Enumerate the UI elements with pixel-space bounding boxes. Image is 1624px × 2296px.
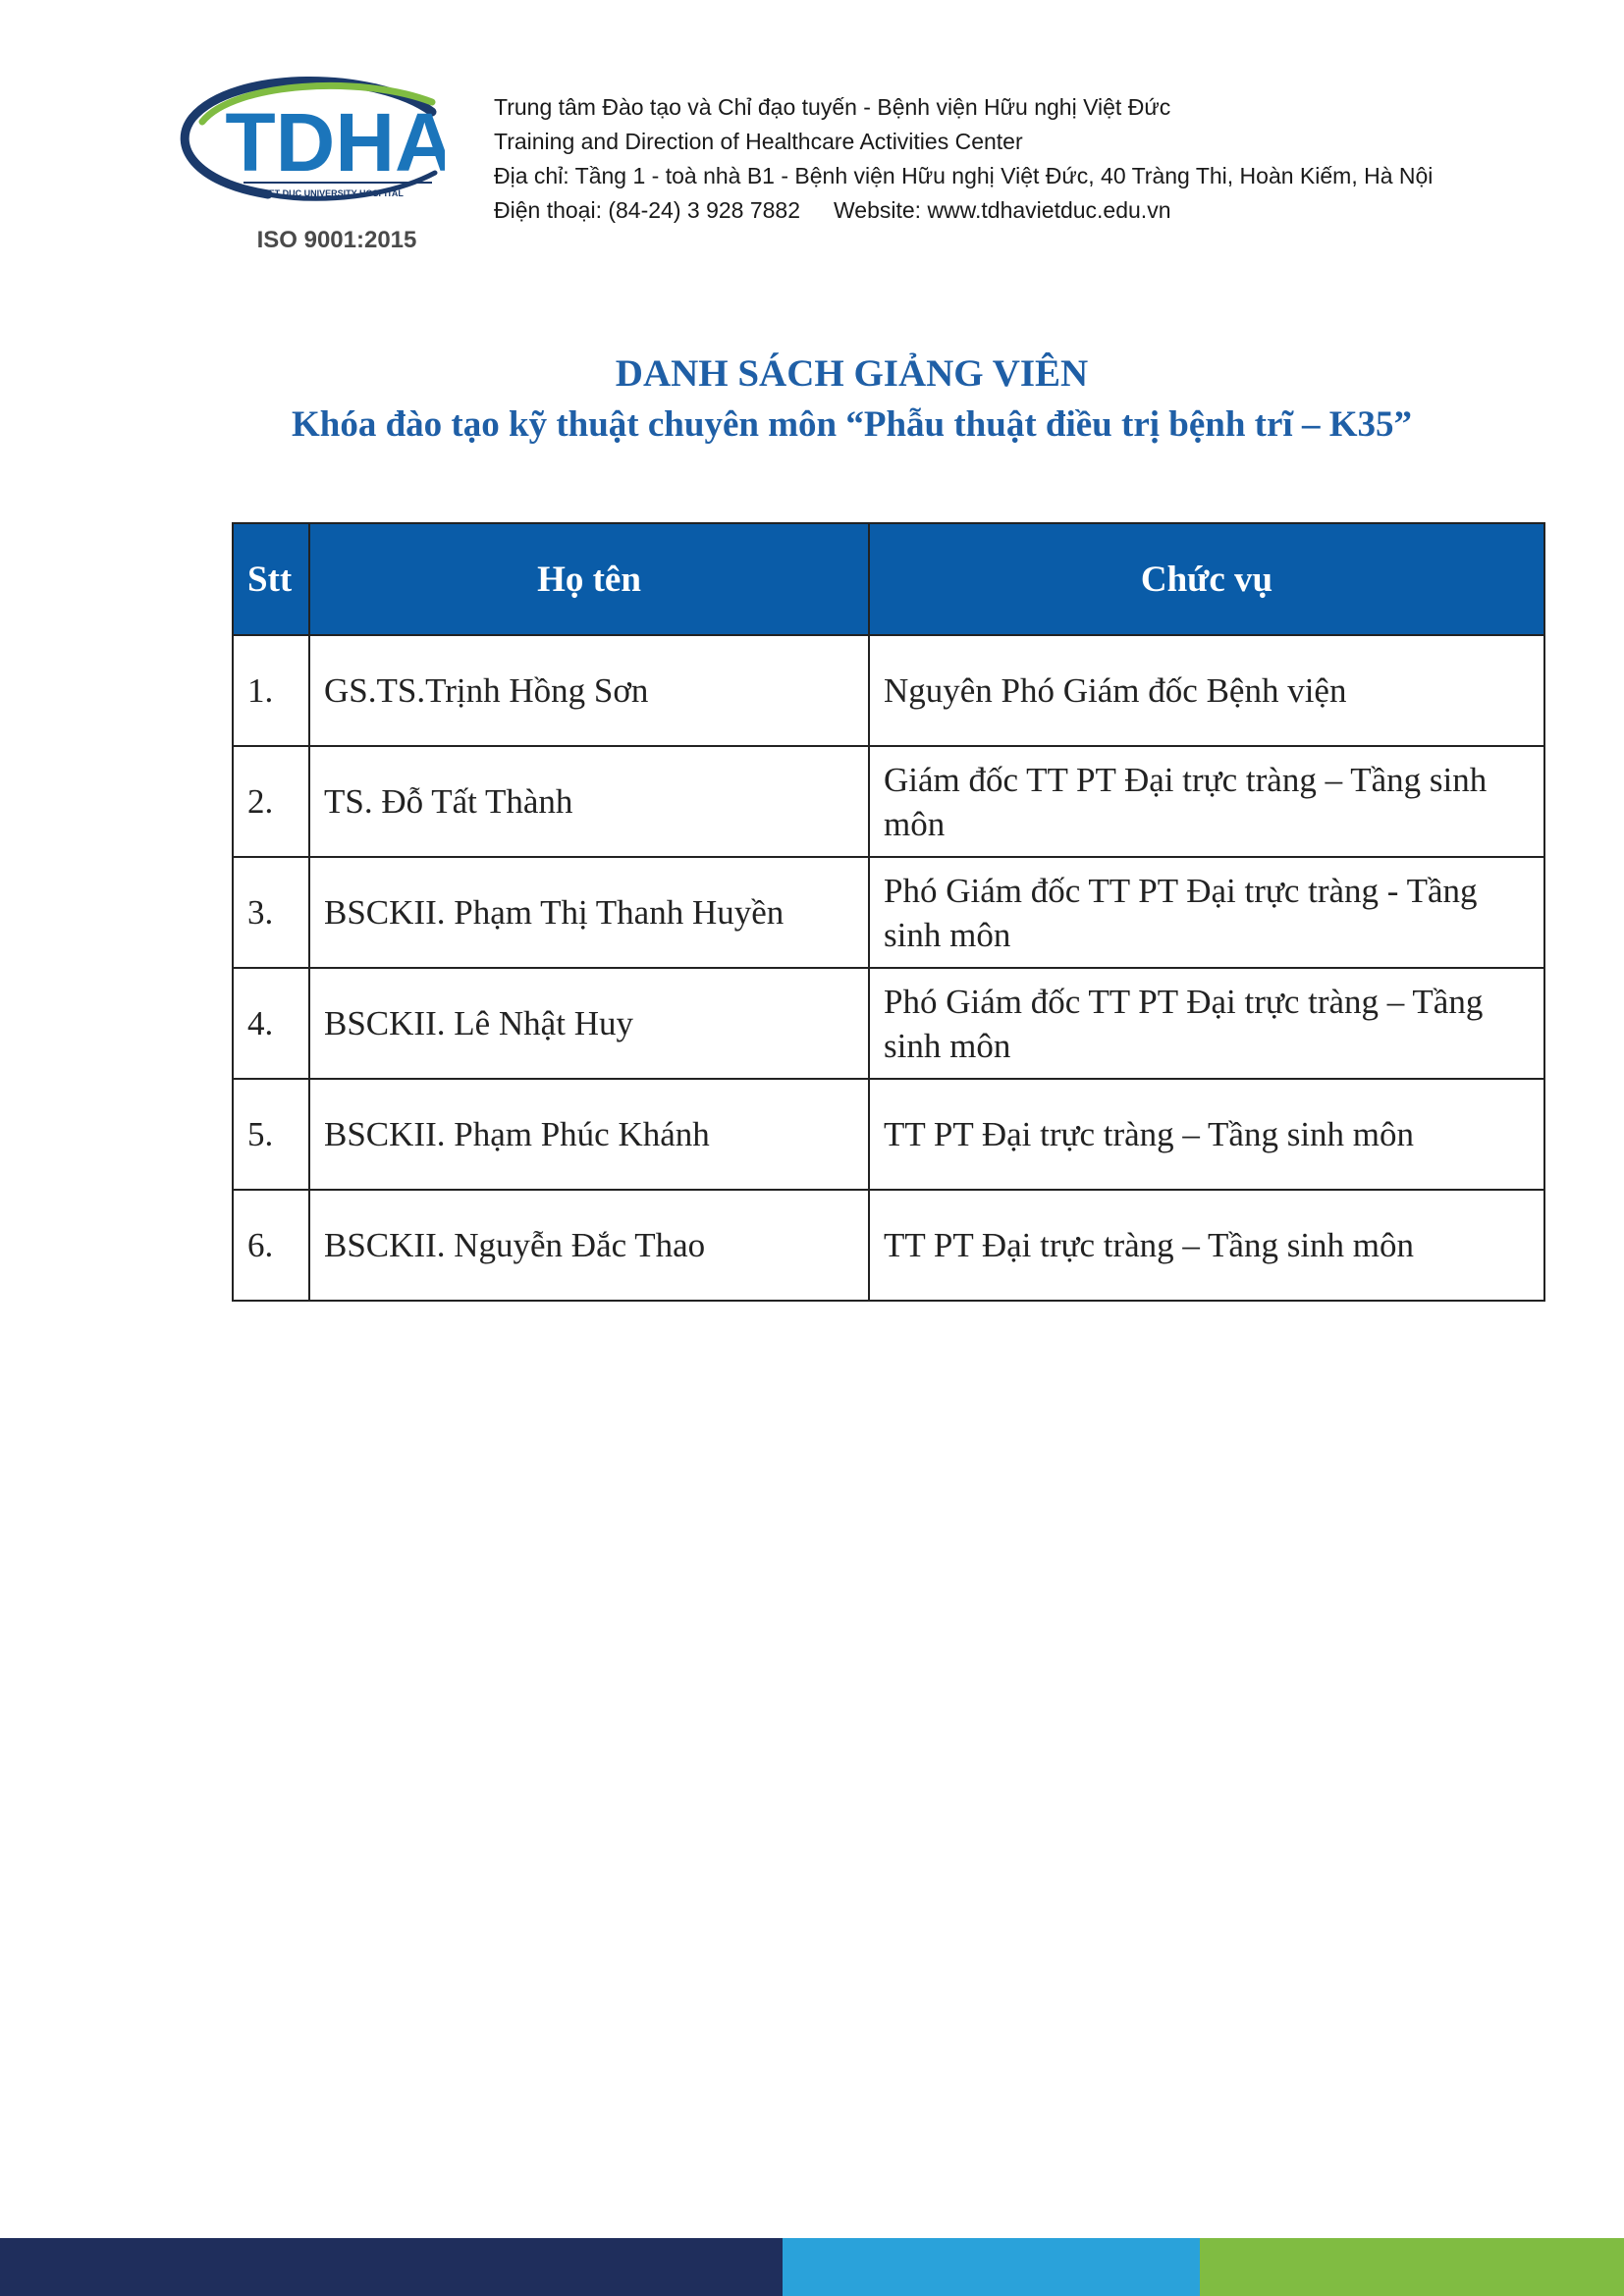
center-phone: Điện thoại: (84-24) 3 928 7882	[494, 197, 800, 223]
center-contact	[494, 193, 1433, 228]
footer-bar-navy	[0, 2238, 783, 2296]
cell-stt: 5.	[233, 1079, 309, 1190]
table-row	[233, 1079, 1544, 1190]
tdha-logo	[175, 73, 445, 259]
cell-name: BSCKII. Nguyễn Đắc Thao	[309, 1190, 869, 1301]
cell-name: BSCKII. Lê Nhật Huy	[309, 968, 869, 1079]
center-website: Website: www.tdhavietduc.edu.vn	[834, 197, 1171, 223]
cell-name: BSCKII. Phạm Thị Thanh Huyền	[309, 857, 869, 968]
table-header-row	[233, 523, 1544, 635]
cell-name: TS. Đỗ Tất Thành	[309, 746, 869, 857]
table-row	[233, 968, 1544, 1079]
cell-name: BSCKII. Phạm Phúc Khánh	[309, 1079, 869, 1190]
lecturer-table	[232, 522, 1545, 1302]
center-name-en: Training and Direction of Healthcare Activities Center	[494, 129, 1023, 154]
table-row	[233, 1190, 1544, 1301]
table-row	[233, 857, 1544, 968]
logo-hospital-text: VIET DUC UNIVERSITY HOSPITAL	[260, 188, 404, 198]
cell-stt: 3.	[233, 857, 309, 968]
cell-position: Phó Giám đốc TT PT Đại trực tràng – Tầng sinh môn	[869, 968, 1544, 1079]
document-title	[0, 348, 1624, 451]
header-name: Họ tên	[309, 523, 869, 635]
cell-stt: 4.	[233, 968, 309, 1079]
cell-position: Nguyên Phó Giám đốc Bệnh viện	[869, 635, 1544, 746]
cell-stt: 6.	[233, 1190, 309, 1301]
cell-position: Phó Giám đốc TT PT Đại trực tràng - Tầng sinh môn	[869, 857, 1544, 968]
title-sub: Khóa đào tạo kỹ thuật chuyên môn “Phẫu thuật điều trị bệnh trĩ – K35”	[291, 404, 1412, 445]
cell-position: TT PT Đại trực tràng – Tầng sinh môn	[869, 1079, 1544, 1190]
cell-name: GS.TS.Trịnh Hồng Sơn	[309, 635, 869, 746]
cell-position: Giám đốc TT PT Đại trực tràng – Tầng sinh môn	[869, 746, 1544, 857]
header-position: Chức vụ	[869, 523, 1544, 635]
table-row	[233, 746, 1544, 857]
cell-position: TT PT Đại trực tràng – Tầng sinh môn	[869, 1190, 1544, 1301]
header-info	[494, 90, 1433, 228]
footer-bar-green	[1200, 2238, 1624, 2296]
center-address: Địa chỉ: Tầng 1 - toà nhà B1 - Bệnh viện Hữu nghị Việt Đức, 40 Tràng Thi, Hoàn Kiếm, Hà Nội	[494, 163, 1434, 188]
title-main: DANH SÁCH GIẢNG VIÊN	[615, 352, 1089, 395]
logo-text: TDHA	[225, 96, 445, 188]
cell-stt: 2.	[233, 746, 309, 857]
logo-iso-text: ISO 9001:2015	[256, 227, 417, 253]
cell-stt: 1.	[233, 635, 309, 746]
footer-bar-blue	[783, 2238, 1200, 2296]
tdha-logo-icon	[175, 73, 445, 259]
center-name-vi: Trung tâm Đào tạo và Chỉ đạo tuyến - Bệnh viện Hữu nghị Việt Đức	[494, 94, 1171, 120]
header-stt: Stt	[233, 523, 309, 635]
table-row	[233, 635, 1544, 746]
